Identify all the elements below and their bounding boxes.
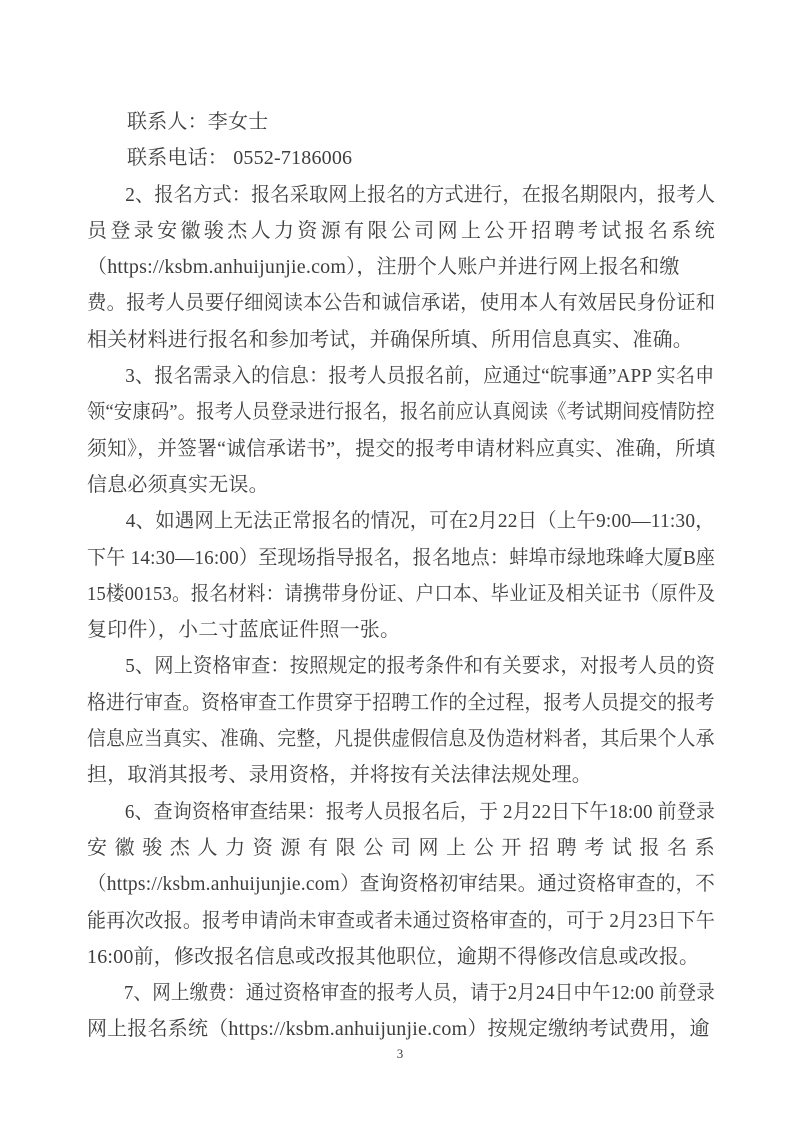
text-line: 16:00前，修改报名信息或改报其他职位，逾期不得修改信息或改报。	[87, 945, 700, 968]
text-line: 4、如遇网上无法正常报名的情况，可在2月22日（上午9:00—11:30，	[125, 510, 715, 533]
text-line: 2、报名方式：报名采取网上报名的方式进行，在报名期限内，报考人	[125, 183, 716, 206]
text-line: 担，取消其报考、录用资格，并将按有关法律法规处理。	[87, 764, 592, 787]
text-line: 安徽骏杰人力资源有限公司网上公开招聘考试报名系	[87, 836, 715, 859]
page-number: 3	[396, 1046, 404, 1061]
text-line: 复印件），小二寸蓝底证件照一张。	[87, 619, 401, 642]
text-line: 须知》，并签署“诚信承诺书”，提交的报考申请材料应真实、准确，所填	[87, 437, 716, 460]
text-line: （https://ksbm.anhuijunjie.com）查询资格初审结果。通过资格审查的，不	[87, 873, 715, 896]
text-line: 3、报名需录入的信息：报考人员报名前，应通过“皖事通”APP 实名申	[125, 365, 715, 388]
text-line: 网上报名系统（https://ksbm.anhuijunjie.com）按规定缴纳考试费用，逾	[87, 1018, 710, 1041]
text-line: 5、网上资格审查：按照规定的报考条件和有关要求，对报考人员的资	[125, 655, 716, 678]
text-line: 7、网上缴费：通过资格审查的报考人员，请于2月24日中午12:00 前登录	[124, 982, 715, 1005]
text-line: 能再次改报。报考申请尚未审查或者未通过资格审查的，可于 2月23日下午	[87, 909, 715, 932]
text-line: 费。报考人员要仔细阅读本公告和诚信承诺，使用本人有效居民身份证和	[87, 292, 716, 315]
text-line: 领“安康码”。报考人员登录进行报名，报名前应认真阅读《考试期间疫情防控	[87, 401, 715, 424]
text-line: 6、查询资格审查结果：报考人员报名后，于 2月22日下午18:00 前登录	[124, 800, 715, 823]
text-line: 15楼00153。报名材料：请携带身份证、户口本、毕业证及相关证书（原件及	[87, 582, 716, 605]
text-line: 信息必须真实无误。	[87, 473, 269, 496]
text-line: 信息应当真实、准确、完整，凡提供虚假信息及伪造材料者，其后果个人承	[87, 728, 715, 751]
text-line: 员登录安徽骏杰人力资源有限公司网上公开招聘考试报名系统	[87, 219, 715, 242]
text-line: 联系电话： 0552-7186006	[127, 147, 353, 170]
text-line: 联系人：李女士	[127, 111, 269, 133]
document-body	[87, 104, 715, 1048]
text-line: 格进行审查。资格审查工作贯穿于招聘工作的全过程，报考人员提交的报考	[87, 691, 715, 714]
text-line: 下午 14:30—16:00）至现场指导报名，报名地点：蚌埠市绿地珠峰大厦B座	[87, 546, 716, 569]
text-line: （https://ksbm.anhuijunjie.com），注册个人账户并进行网上报名和缴	[87, 256, 680, 279]
text-line: 相关材料进行报名和参加考试，并确保所填、所用信息真实、准确。	[87, 328, 693, 351]
